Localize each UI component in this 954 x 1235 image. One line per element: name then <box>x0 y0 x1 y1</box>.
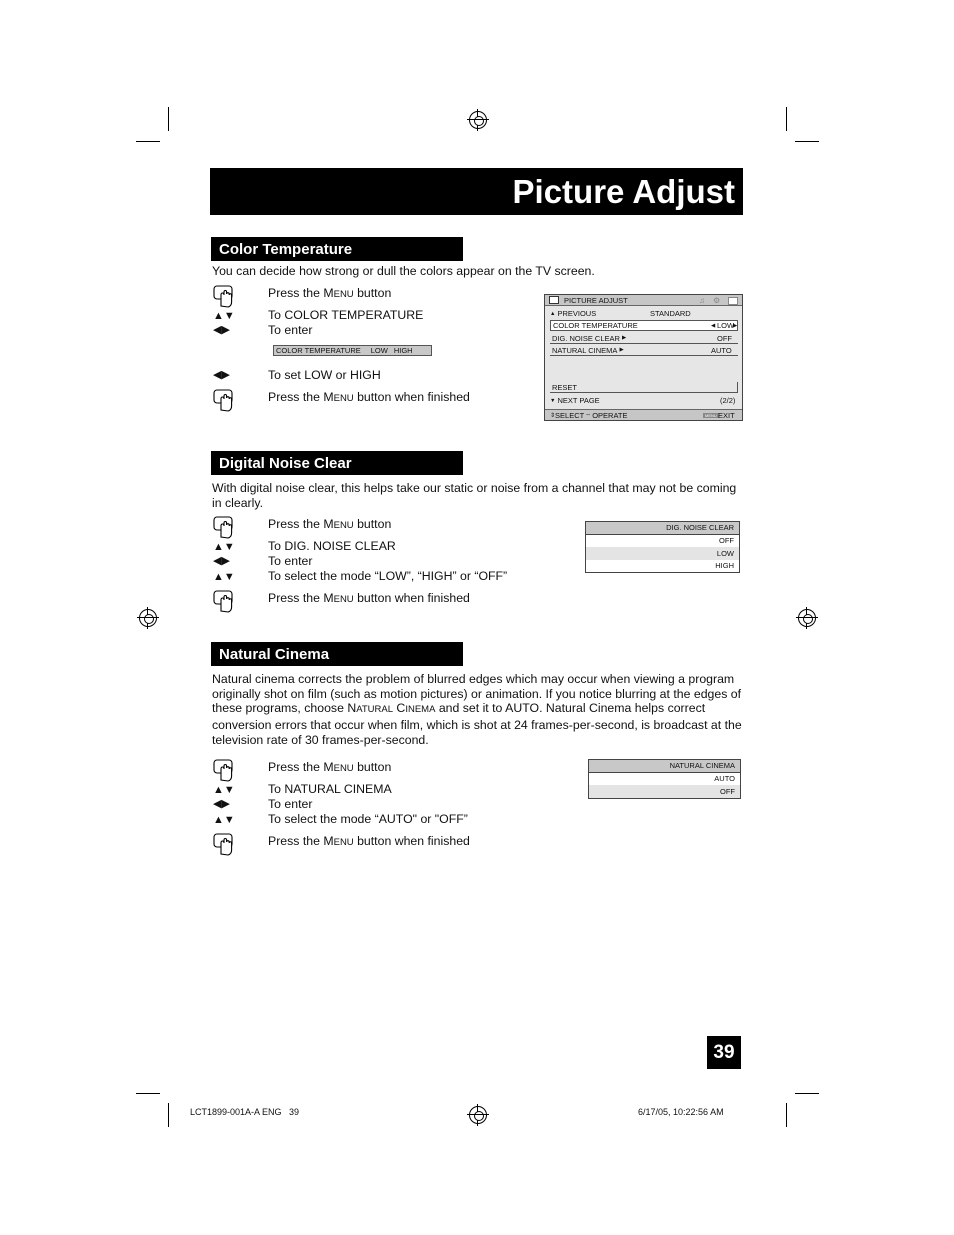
osd-operate-hint: OPERATE <box>592 410 628 420</box>
up-down-arrow-icon: ▲▼ <box>213 784 235 796</box>
digital-noise-clear-intro: With digital noise clear, this helps take our static or noise from a channel that may not be coming in clearly. <box>212 481 737 510</box>
list-header: NATURAL CINEMA <box>589 760 740 773</box>
osd-item-natural-cinema: NATURAL CINEMA <box>552 345 618 355</box>
crop-mark <box>786 1103 787 1127</box>
section-heading-digital-noise-clear: Digital Noise Clear <box>211 451 463 475</box>
step-text: To select the mode “AUTO" or "OFF” <box>268 812 468 826</box>
step-text: To enter <box>268 554 313 568</box>
section-heading-color-temperature: Color Temperature <box>211 237 463 261</box>
osd-select-hint: SELECT <box>555 410 585 420</box>
step-text: To NATURAL CINEMA <box>268 782 392 796</box>
crop-mark <box>136 141 160 142</box>
hand-press-icon <box>213 832 237 856</box>
registration-mark-icon <box>469 1106 487 1124</box>
list-item: OFF <box>719 536 734 546</box>
osd-item-color-temperature-value: LOW <box>717 321 735 330</box>
noise-clear-options-box <box>585 521 740 573</box>
step-text: Press the MENU button <box>268 286 392 300</box>
hand-press-icon <box>213 388 237 412</box>
bar-option-high: HIGH <box>393 346 413 355</box>
registration-mark-icon <box>139 609 157 627</box>
osd-page-indicator: (2/2) <box>720 396 736 405</box>
osd-previous-value: STANDARD <box>650 309 691 318</box>
step-text: To COLOR TEMPERATURE <box>268 308 424 322</box>
hand-press-icon <box>213 589 237 613</box>
osd-exit-hint: EXIT <box>718 410 735 420</box>
settings-icon: ⚙ <box>713 295 721 305</box>
osd-item-natural-cinema-value: AUTO <box>711 345 732 355</box>
crop-mark <box>136 1093 160 1094</box>
left-right-arrow-icon: ◀▶ <box>213 324 230 336</box>
step-text: Press the MENU button <box>268 517 392 531</box>
footer-job-id: LCT1899-001A-A ENG 39 <box>190 1107 300 1117</box>
osd-item-noise-clear-value: OFF <box>717 333 732 343</box>
crop-mark <box>786 107 787 131</box>
picture-adjust-osd-menu <box>544 294 743 421</box>
crop-mark <box>795 1093 819 1094</box>
bar-option-low: LOW <box>370 346 388 355</box>
step-text: Press the MENU button when finished <box>268 390 470 404</box>
osd-item-color-temperature: COLOR TEMPERATURE <box>553 321 638 330</box>
step-text: To select the mode “LOW”, “HIGH” or “OFF” <box>268 569 508 583</box>
crop-mark <box>168 107 169 131</box>
right-arrow-icon: ▶ <box>733 322 738 329</box>
hand-press-icon <box>213 515 237 539</box>
osd-next-page: NEXT PAGE <box>557 396 600 405</box>
osd-previous: PREVIOUS <box>557 309 597 318</box>
color-temperature-bar <box>273 345 432 356</box>
list-item: HIGH <box>715 561 734 571</box>
list-item: OFF <box>589 785 740 798</box>
step-text: Press the MENU button <box>268 760 392 774</box>
osd-title: PICTURE ADJUST <box>564 295 628 305</box>
list-item: LOW <box>586 547 739 560</box>
left-right-arrow-icon: ◀▶ <box>213 798 230 810</box>
step-text: Press the MENU button when finished <box>268 591 470 605</box>
up-down-arrow-icon: ▲▼ <box>213 310 235 322</box>
registration-mark-icon <box>469 111 487 129</box>
step-text: To enter <box>268 323 313 337</box>
up-down-arrow-icon: ⇕ <box>550 412 556 419</box>
left-arrow-icon: ◀ <box>711 322 716 329</box>
footer-timestamp: 6/17/05, 10:22:56 AM <box>638 1107 724 1117</box>
step-text: To set LOW or HIGH <box>268 368 381 382</box>
crop-mark <box>168 1103 169 1127</box>
screen-icon <box>728 297 738 305</box>
step-text: Press the MENU button when finished <box>268 834 470 848</box>
natural-cinema-options-box <box>588 759 741 799</box>
tv-icon <box>549 296 559 304</box>
left-right-arrow-icon: ◀▶ <box>213 369 230 381</box>
section-heading-natural-cinema: Natural Cinema <box>211 642 463 666</box>
down-arrow-icon: ▼ <box>550 397 556 404</box>
left-right-arrow-icon: ◀▶ <box>213 555 230 567</box>
natural-cinema-intro: Natural cinema corrects the problem of blurred edges which may occur when viewing a program originally shot on film (such as motion pictures) or animation. If you notice blurring at the edges of these programs, choose NATURAL CINEMA and set it to AUTO. Natural Cinema helps correct conversion errors that occur when film, which is shot at 24 frames-per-second, is broadcast at the television rate of 30 frames-per-second. <box>212 672 742 747</box>
page-number: 39 <box>707 1036 741 1069</box>
registration-mark-icon <box>798 609 816 627</box>
right-arrow-icon: ▶ <box>621 335 627 341</box>
bar-label: COLOR TEMPERATURE <box>276 346 361 355</box>
list-header: DIG. NOISE CLEAR <box>586 522 739 535</box>
step-text: To enter <box>268 797 313 811</box>
color-temperature-intro: You can decide how strong or dull the colors appear on the TV screen. <box>212 264 595 278</box>
up-down-arrow-icon: ▲▼ <box>213 814 235 826</box>
left-right-arrow-icon: ⇔ <box>585 412 592 418</box>
page-title: Picture Adjust <box>210 168 743 215</box>
osd-item-reset: RESET <box>552 382 578 392</box>
up-arrow-icon: ▲ <box>550 310 556 317</box>
list-item: AUTO <box>714 774 735 784</box>
osd-item-noise-clear: DIG. NOISE CLEAR <box>552 333 620 343</box>
up-down-arrow-icon: ▲▼ <box>213 541 235 553</box>
music-note-icon: ♫ <box>699 295 705 305</box>
up-down-arrow-icon: ▲▼ <box>213 571 235 583</box>
step-text: To DIG. NOISE CLEAR <box>268 539 396 553</box>
hand-press-icon <box>213 284 237 308</box>
menu-key-icon: MENU <box>705 412 717 418</box>
crop-mark <box>795 141 819 142</box>
right-arrow-icon: ▶ <box>619 347 624 353</box>
hand-press-icon <box>213 758 237 782</box>
